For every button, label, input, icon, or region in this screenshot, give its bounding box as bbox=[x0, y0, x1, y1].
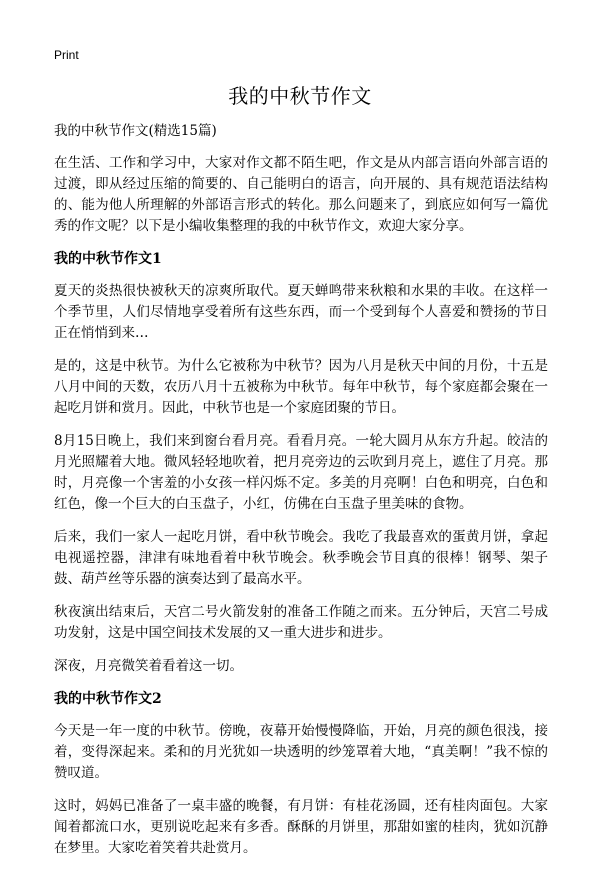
section-1-paragraph: 后来，我们一家人一起吃月饼，看中秋节晚会。我吃了我最喜欢的蛋黄月饼，拿起电视遥控器，津津有味地看着中秋节晚会。秋季晚会节目真的很棒！钢琴、架子鼓、葫芦丝等乐器的演奏达到了最高水平。 bbox=[54, 529, 548, 587]
page-title: 我的中秋节作文 bbox=[228, 84, 372, 108]
section-heading-1: 我的中秋节作文1 bbox=[54, 251, 162, 267]
section-2-paragraph: 今天是一年一度的中秋节。傍晚，夜幕开始慢慢降临，开始，月亮的颜色很浅，接着，变得深起来。柔和的月光犹如一块透明的纱笼罩着大地，“真美啊！”我不惊的赞叹道。 bbox=[54, 723, 548, 781]
section-1-paragraph: 深夜，月亮微笑着看着这一切。 bbox=[54, 658, 243, 674]
section-1-paragraph: 夏天的炎热很快被秋天的凉爽所取代。夏天蝉鸣带来秋粮和水果的丰收。在这样一个季节里，人们尽情地享受着所有这些东西，而一个受到每个人喜爱和赞扬的节日正在悄悄到来… bbox=[54, 283, 548, 341]
section-heading-2: 我的中秋节作文2 bbox=[54, 691, 162, 707]
section-1-paragraph: 8月15日晚上，我们来到窗台看月亮。看看月亮。一轮大圆月从东方升起。皎洁的月光照耀着大地。微风轻轻地吹着，把月亮旁边的云吹到月亮上，遮住了月亮。那时，月亮像一个害羞的小女孩一样闪烁不定。多美的月亮啊！白色和明亮，白色和红色，像一个巨大的白玉盘子，小红，仿佛在白玉盘子里美味的食物。 bbox=[54, 433, 548, 512]
article-body bbox=[54, 122, 548, 871]
section-1-paragraph: 秋夜演出结束后，天宫二号火箭发射的准备工作随之而来。五分钟后，天宫二号成功发射，这是中国空间技术发展的又一重大进步和进步。 bbox=[54, 604, 548, 641]
section-1-paragraph: 是的，这是中秋节。为什么它被称为中秋节？因为八月是秋天中间的月份，十五是八月中间的天数，农历八月十五被称为中秋节。每年中秋节，每个家庭都会聚在一起吃月饼和赏月。因此，中秋节也是一个家庭团聚的节日。 bbox=[54, 358, 548, 416]
print-link[interactable]: Print bbox=[54, 48, 79, 62]
article-subtitle: 我的中秋节作文(精选15篇) bbox=[54, 123, 217, 139]
section-2-paragraph: 这时，妈妈已准备了一桌丰盛的晚餐，有月饼：有桂花汤圆，还有桂肉面包。大家闻着都流口水，更别说吃起来有多香。酥酥的月饼里，那甜如蜜的桂肉，犹如沉静在梦里。大家吃着笑着共赴赏月。 bbox=[54, 798, 548, 856]
intro-paragraph: 在生活、工作和学习中，大家对作文都不陌生吧，作文是从内部言语向外部言语的过渡，即从经过压缩的简要的、自己能明白的语言，向开展的、具有规范语法结构的、能为他人所理解的外部语言形式的转化。那么问题来了，到底应如何写一篇优秀的作文呢？以下是小编收集整理的我的中秋节作文，欢迎大家分享。 bbox=[54, 155, 548, 234]
